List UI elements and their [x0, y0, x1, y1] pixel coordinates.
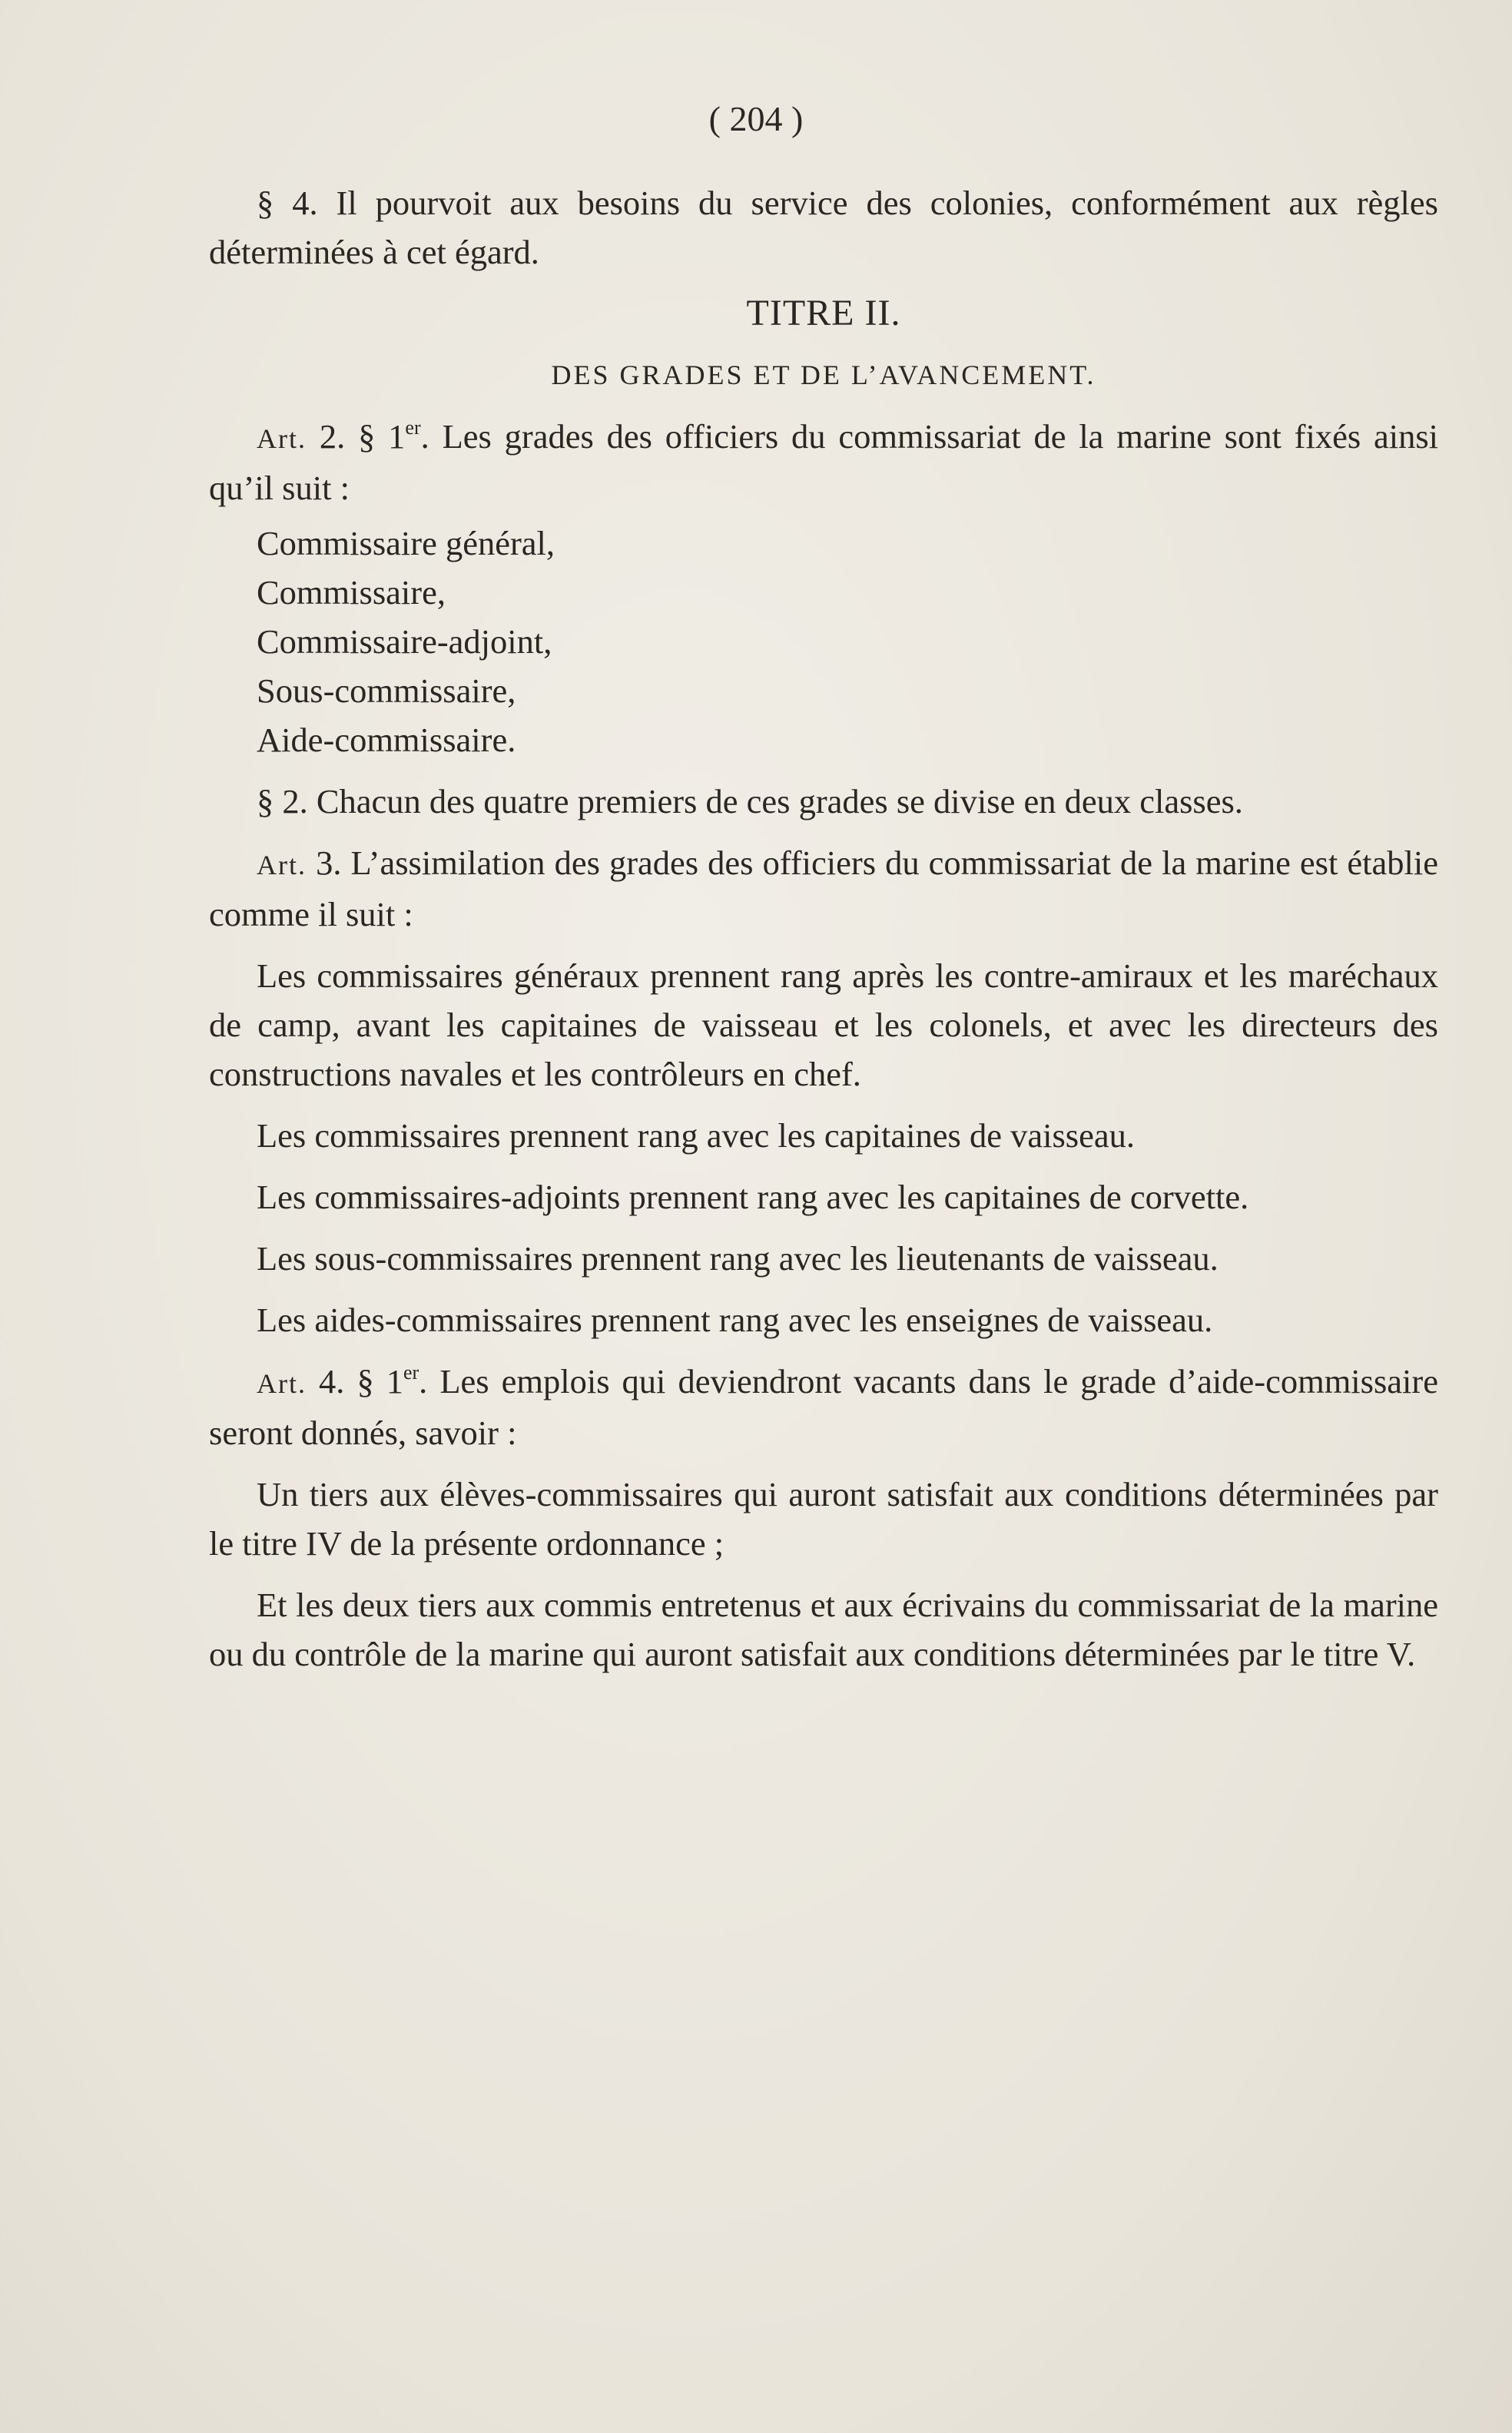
paragraph-sign: § 1: [358, 417, 406, 456]
grade-item: Commissaire-adjoint,: [257, 622, 552, 661]
grade-item: Aide-commissaire.: [257, 721, 516, 759]
article-3: [209, 838, 1438, 939]
title-heading: TITRE II.: [746, 293, 901, 333]
article-number: 4.: [319, 1362, 345, 1400]
paragraph-commissaires-adjoints: Les commissaires-adjoints prennent rang avec les capitaines de corvette.: [257, 1178, 1249, 1216]
paragraph-sous-commissaires: Les sous-commissaires prennent rang avec les lieutenants de vaisseau.: [257, 1239, 1219, 1278]
grade-item: Sous-commissaire,: [257, 671, 516, 710]
ordinal-suffix: er: [405, 416, 421, 439]
grade-item: Commissaire,: [257, 573, 446, 612]
article-2: [209, 412, 1438, 512]
article-label: Art.: [257, 423, 307, 454]
page-number: ( 204 ): [708, 99, 804, 138]
article-number: 2.: [319, 417, 346, 456]
paragraph-classes: § 2. Chacun des quatre premiers de ces grades se divise en deux classes.: [257, 782, 1243, 820]
document-body: [209, 178, 1438, 1679]
ordinal-suffix: er: [403, 1361, 419, 1384]
article-label: Art.: [257, 1368, 307, 1399]
paragraph-deux-tiers: Et les deux tiers aux commis entretenus et aux écrivains du commissariat de la marine ou du contrôle de la marine qui auront satisfait aux conditions déterminées par le titre V.: [209, 1586, 1438, 1673]
paragraph-un-tiers: Un tiers aux élèves-commissaires qui auront satisfait aux conditions déterminées par le titre IV de la présente ordonnance ;: [209, 1475, 1438, 1563]
paragraph-commissaires-generaux: Les commissaires généraux prennent rang après les contre-amiraux et les maréchaux de camp, avant les capitaines de vaisseau et les colonels, et avec les directeurs des constructions navales et les contrôleurs en chef.: [209, 956, 1438, 1093]
article-label: Art.: [257, 850, 307, 880]
paragraph-aides-commissaires: Les aides-commissaires prennent rang avec les enseignes de vaisseau.: [257, 1301, 1213, 1339]
paragraph-sign: § 1: [356, 1362, 403, 1400]
paragraph-section-4: § 4. Il pourvoit aux besoins du service des colonies, conformément aux règles déterminées à cet égard.: [209, 184, 1438, 271]
article-text: . Les grades des officiers du commissariat de la marine sont fixés ainsi qu’il suit :: [209, 417, 1439, 507]
article-4: [209, 1357, 1438, 1457]
paragraph-commissaires: Les commissaires prennent rang avec les capitaines de vaisseau.: [257, 1116, 1135, 1155]
subtitle-heading: DES GRADES ET DE L’AVANCEMENT.: [551, 360, 1096, 390]
grade-item: Commissaire général,: [257, 524, 555, 562]
article-text: . Les emplois qui deviendront vacants dans le grade d’aide-commissaire seront donnés, savoir :: [209, 1362, 1438, 1452]
article-text: 3. L’assimilation des grades des officiers du commissariat de la marine est établie comme il suit :: [209, 844, 1438, 933]
grades-list: [209, 519, 1438, 764]
